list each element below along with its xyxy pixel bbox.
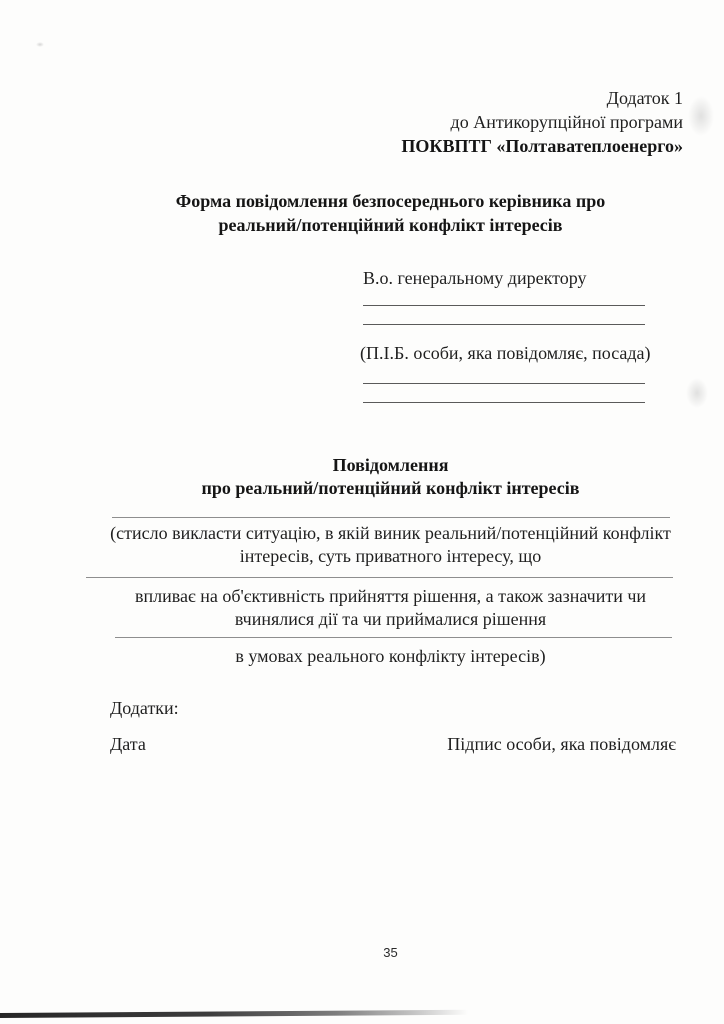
form-title-line-2: реальний/потенційний конфлікт інтересів bbox=[218, 215, 563, 235]
ruled-line-3 bbox=[115, 637, 672, 638]
addressee-blank-line-3 bbox=[363, 383, 645, 384]
notice-hint-line-3: впливає на об'єктивність прийняття рішення, а також зазначити чи bbox=[134, 586, 647, 606]
addressee-blank-line-2 bbox=[363, 324, 645, 325]
addressee-caption: (П.І.Б. особи, яка повідомляє, посада) bbox=[360, 343, 651, 363]
addressee-blank-line-4 bbox=[363, 402, 645, 403]
appendix-header bbox=[401, 86, 683, 158]
notice-hint-line-4: вчинялися дії та чи приймалися рішення bbox=[234, 609, 547, 629]
addressee-blank-line-1 bbox=[363, 305, 645, 306]
scan-artifact bbox=[36, 42, 44, 47]
notice-title-line-2: про реальний/потенційний конфлікт інтересів bbox=[201, 478, 580, 498]
ruled-line-1 bbox=[112, 517, 670, 518]
appendix-program: до Антикорупційної програми bbox=[450, 112, 683, 132]
notice-title-line-1: Повідомлення bbox=[332, 455, 449, 475]
form-title-line-1: Форма повідомлення безпосереднього керівника про bbox=[175, 191, 606, 211]
company-name: ПОКВПТГ «Полтаватеплоенерго» bbox=[401, 136, 683, 156]
attachments-label: Додатки: bbox=[110, 698, 179, 718]
scan-artifact bbox=[688, 96, 714, 136]
date-label: Дата bbox=[110, 734, 146, 754]
scan-artifact bbox=[686, 378, 708, 408]
notice-hint-line-2: інтересів, суть приватного інтересу, що bbox=[239, 546, 542, 566]
signature-label: Підпис особи, яка повідомляє bbox=[447, 734, 676, 754]
notice-hint-line-1: (стисло викласти ситуацію, в якій виник реальний/потенційний конфлікт bbox=[110, 523, 671, 543]
ruled-line-2 bbox=[86, 577, 673, 578]
scan-edge-artifact bbox=[0, 1010, 468, 1018]
appendix-number: Додаток 1 bbox=[606, 88, 683, 108]
notice-hint-line-5: в умовах реального конфлікту інтересів) bbox=[235, 646, 546, 666]
page-number: 35 bbox=[383, 945, 398, 960]
addressee-to: В.о. генеральному директору bbox=[363, 268, 587, 288]
